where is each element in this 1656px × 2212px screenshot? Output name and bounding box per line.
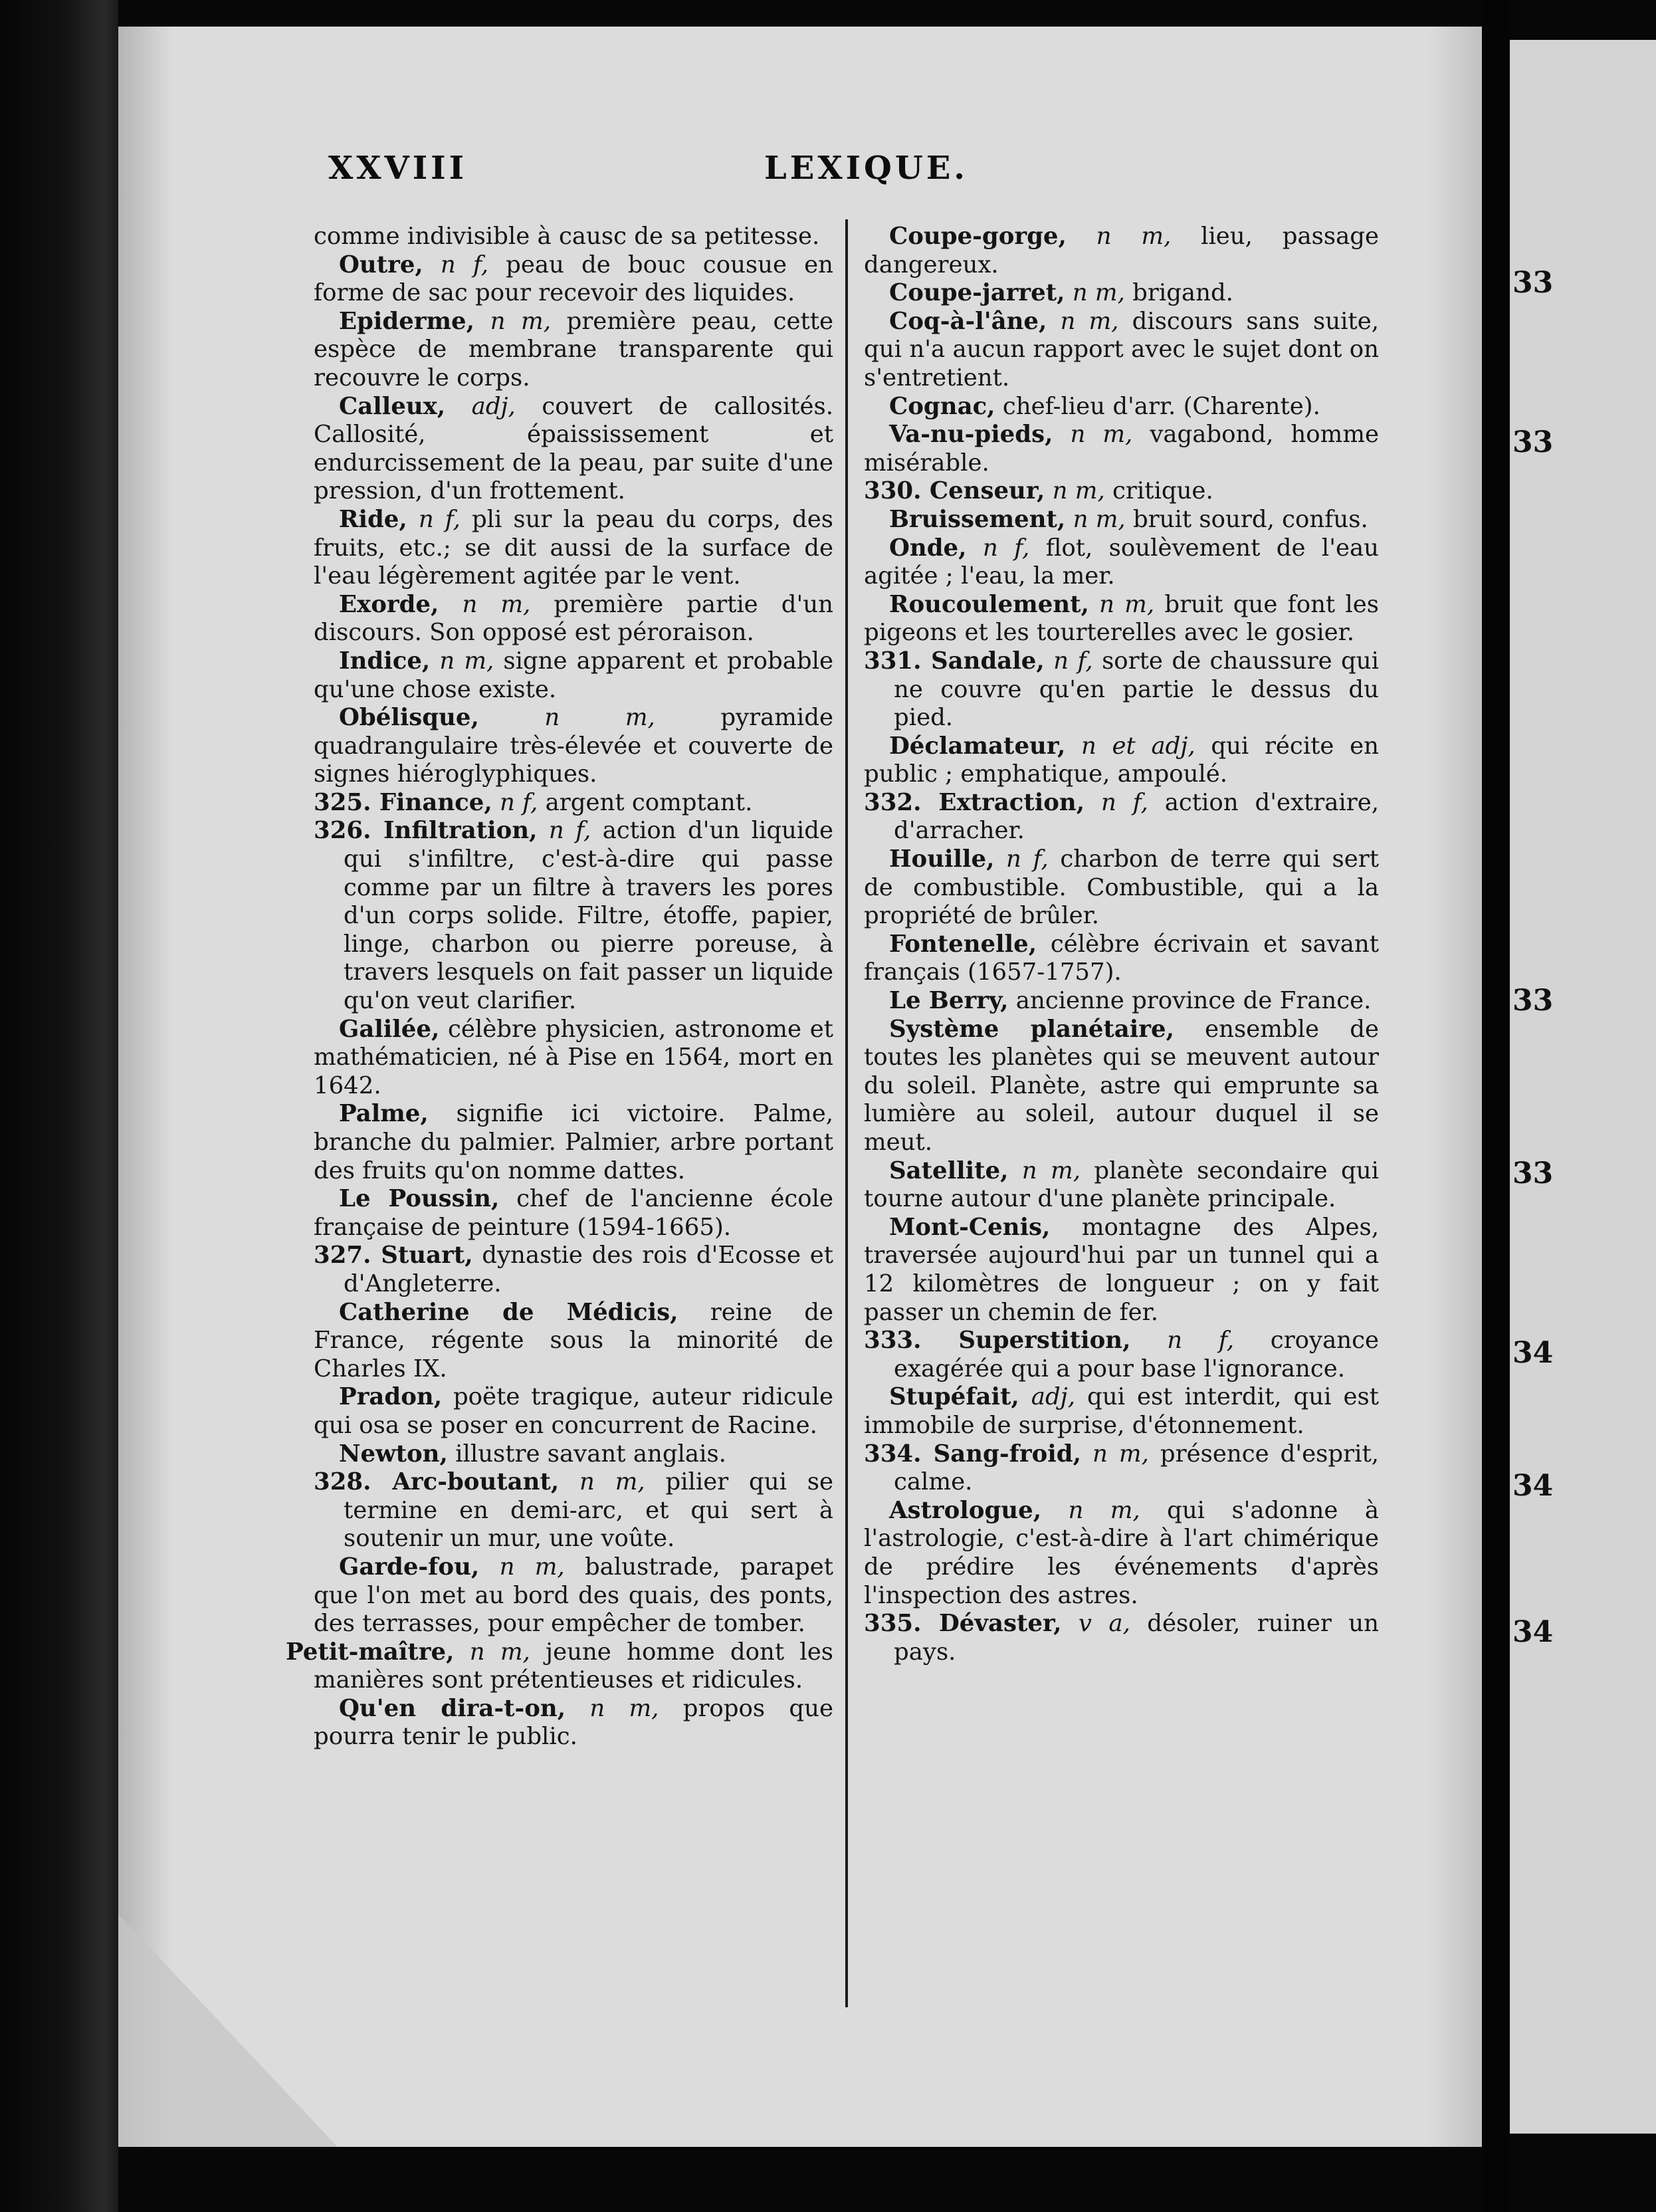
entry-term: Coq-à-l'âne, bbox=[889, 307, 1047, 335]
entry-definition: charbon de terre qui sert de combustible. Combustible, qui a la propriété de brûler. bbox=[864, 845, 1379, 930]
entry-definition: célèbre écrivain et savant français (1657-1757). bbox=[864, 930, 1379, 986]
lexicon-entry bbox=[314, 223, 833, 251]
lexicon-entry bbox=[314, 647, 833, 704]
adjacent-page-fragment: 33 bbox=[1512, 425, 1554, 459]
lexicon-column-left bbox=[286, 223, 834, 2031]
entry-definition: discours sans suite, qui n'a aucun rapport avec le sujet dont on s'entretient. bbox=[864, 307, 1379, 391]
lexicon-entry bbox=[314, 817, 833, 1015]
entry-term: Qu'en dira-t-on, bbox=[339, 1694, 566, 1722]
entry-number: 325. bbox=[314, 788, 379, 816]
lexicon-entry bbox=[864, 393, 1379, 421]
entry-term: Coupe-gorge, bbox=[889, 223, 1067, 250]
entry-definition: peau de bouc cousue en forme de sac pour recevoir des liquides. bbox=[314, 251, 834, 307]
entry-definition: propos que pourra tenir le public. bbox=[314, 1694, 833, 1751]
entry-term: Newton, bbox=[339, 1440, 448, 1468]
lexicon-entry bbox=[314, 1468, 833, 1553]
entry-definition: désoler, ruiner un pays. bbox=[894, 1610, 1380, 1666]
entry-term: Satellite, bbox=[889, 1157, 1009, 1184]
entry-number: 333. bbox=[864, 1327, 959, 1355]
entry-term: Astrologue, bbox=[889, 1496, 1042, 1524]
entry-grammar: n f, bbox=[994, 845, 1049, 873]
entry-definition: chef de l'ancienne école française de peinture (1594-1665). bbox=[314, 1185, 834, 1241]
entry-grammar: n m, bbox=[566, 1694, 659, 1722]
lexicon-entry bbox=[314, 251, 833, 308]
entry-definition: ancienne province de France. bbox=[1008, 987, 1372, 1015]
entry-term: Garde-fou, bbox=[339, 1553, 480, 1581]
entry-definition: poëte tragique, auteur ridicule qui osa se poser en concurrent de Racine. bbox=[314, 1383, 833, 1439]
entry-definition: signe apparent et probable qu'une chose existe. bbox=[314, 647, 833, 703]
lexicon-entry bbox=[864, 1383, 1379, 1440]
entry-term: Petit-maître, bbox=[286, 1638, 455, 1666]
entry-grammar: n m, bbox=[430, 647, 494, 675]
adjacent-page-fragment: 34 bbox=[1512, 1615, 1554, 1649]
entry-grammar: n f, bbox=[966, 534, 1030, 562]
entry-definition: qui est interdit, qui est immobile de surprise, d'étonnement. bbox=[864, 1383, 1379, 1439]
entry-definition: bruit sourd, confus. bbox=[1125, 505, 1368, 533]
entry-term: Stupéfait, bbox=[889, 1383, 1019, 1411]
entry-grammar: n f, bbox=[492, 788, 538, 816]
entry-grammar: n m, bbox=[474, 307, 552, 335]
entry-definition: illustre savant anglais. bbox=[447, 1440, 726, 1468]
entry-term: Ride, bbox=[339, 505, 407, 533]
lexicon-entry bbox=[864, 279, 1379, 308]
lexicon-entry bbox=[864, 647, 1379, 732]
entry-term: Dévaster, bbox=[939, 1610, 1062, 1638]
entry-term: Fontenelle, bbox=[889, 930, 1037, 958]
entry-definition: couvert de callosités. Callosité, épaississement et endurcissement de la peau, par suite d'une pression, d'un frottement. bbox=[314, 392, 834, 505]
lexicon-entry bbox=[864, 1214, 1379, 1327]
entry-term: Epiderme, bbox=[339, 307, 474, 335]
adjacent-page-fragment: 33 bbox=[1512, 984, 1554, 1018]
entry-grammar: adj, bbox=[445, 392, 516, 420]
entry-number: 334. bbox=[864, 1440, 934, 1468]
lexicon-entry bbox=[864, 506, 1379, 534]
adjacent-page-fragment: 33 bbox=[1512, 266, 1554, 300]
entry-term: Censeur, bbox=[929, 477, 1045, 505]
entry-term: Calleux, bbox=[339, 392, 446, 420]
lexicon-entry bbox=[864, 845, 1379, 931]
entry-grammar: adj, bbox=[1019, 1383, 1075, 1411]
entry-term: Galilée, bbox=[339, 1015, 440, 1043]
page-gutter bbox=[1482, 0, 1510, 2212]
page-corner-fold bbox=[118, 1914, 338, 2147]
entry-term: Le Berry, bbox=[889, 987, 1009, 1015]
lexicon-entry bbox=[314, 704, 833, 789]
entry-grammar: n m, bbox=[1047, 307, 1119, 335]
entry-definition: planète secondaire qui tourne autour d'une planète principale. bbox=[864, 1157, 1379, 1213]
entry-definition: pyramide quadrangulaire très-élevée et couverte de signes hiéroglyphiques. bbox=[314, 704, 833, 788]
lexicon-entry bbox=[314, 1185, 833, 1242]
entry-definition: première partie d'un discours. Son opposé est péroraison. bbox=[314, 590, 833, 647]
lexicon-entry bbox=[864, 308, 1379, 393]
book-spine bbox=[0, 0, 118, 2212]
lexicon-entry bbox=[314, 393, 833, 506]
entry-grammar: n m, bbox=[1088, 590, 1155, 618]
entry-grammar: n f, bbox=[423, 251, 489, 278]
entry-grammar: n f, bbox=[537, 817, 591, 845]
lexicon-entry bbox=[864, 1157, 1379, 1214]
entry-term: Pradon, bbox=[339, 1383, 443, 1411]
entry-term: Stuart, bbox=[381, 1242, 473, 1270]
entry-number: 328. bbox=[314, 1468, 393, 1496]
lexicon-entry bbox=[864, 477, 1379, 506]
entry-grammar: n m, bbox=[559, 1468, 645, 1496]
entry-grammar: n m, bbox=[439, 590, 531, 618]
lexicon-entry bbox=[864, 931, 1379, 987]
entry-definition: balustrade, parapet que l'on met au bord des quais, des ponts, des terrasses, pour empêcher de tomber. bbox=[314, 1553, 833, 1638]
entry-term: Palme, bbox=[339, 1100, 429, 1128]
entry-term: Onde, bbox=[889, 534, 967, 562]
entry-definition: montagne des Alpes, traversée aujourd'hui par un tunnel qui a 12 kilomètres de longueur ; on y fait passer un chemin de fer. bbox=[864, 1213, 1379, 1326]
adjacent-page-fragment: 33 bbox=[1512, 1157, 1554, 1190]
lexicon-entry bbox=[864, 591, 1379, 647]
entry-term: Infiltration, bbox=[383, 817, 538, 845]
column-divider bbox=[845, 219, 848, 2007]
entry-term: Sandale, bbox=[931, 647, 1045, 675]
entry-definition: jeune homme dont les manières sont prétentieuses et ridicules. bbox=[314, 1638, 833, 1694]
entry-grammar: n et adj, bbox=[1065, 732, 1195, 760]
entry-term: Finance, bbox=[379, 788, 492, 816]
entry-grammar: n m, bbox=[1081, 1440, 1149, 1468]
lexicon-entry bbox=[864, 789, 1379, 845]
lexicon-column-right bbox=[864, 223, 1379, 2031]
entry-grammar: n f, bbox=[1130, 1327, 1235, 1355]
entry-grammar: n f, bbox=[407, 505, 461, 533]
lexicon-entry bbox=[864, 1610, 1379, 1666]
entry-grammar: n m, bbox=[1065, 505, 1126, 533]
lexicon-entry bbox=[314, 1695, 833, 1751]
entry-definition: action d'un liquide qui s'infiltre, c'est-à-dire qui passe comme par un filtre à travers les pores d'un corps solide. Filtre, étoffe, papier, linge, charbon ou pierre poreuse, à travers lesquels on fait passer un liquide qu'on veut clarifier. bbox=[344, 817, 833, 1015]
page-number: XXVIII bbox=[328, 150, 468, 187]
lexicon-entry bbox=[314, 789, 833, 818]
lexicon-entry bbox=[864, 223, 1379, 279]
entry-grammar: n m, bbox=[1065, 279, 1125, 307]
entry-definition: pilier qui se termine en demi-arc, et qui sert à soutenir un mur, une voûte. bbox=[344, 1468, 833, 1553]
entry-definition: première peau, cette espèce de membrane transparente qui recouvre le corps. bbox=[314, 307, 833, 391]
entry-grammar: n m, bbox=[1041, 1496, 1140, 1524]
adjacent-page-fragment: 34 bbox=[1512, 1336, 1554, 1370]
entry-definition: célèbre physicien, astronome et mathématicien, né à Pise en 1564, mort en 1642. bbox=[314, 1015, 833, 1099]
lexicon-entry bbox=[864, 987, 1379, 1016]
entry-term: Va-nu-pieds, bbox=[889, 421, 1053, 449]
entry-number: 331. bbox=[864, 647, 931, 675]
lexicon-entry bbox=[864, 732, 1379, 789]
entry-term: Déclamateur, bbox=[889, 732, 1066, 760]
entry-definition: reine de France, régente sous la minorité de Charles IX. bbox=[314, 1298, 833, 1382]
lexicon-entry bbox=[314, 1553, 833, 1638]
entry-term: Coupe-jarret, bbox=[889, 279, 1065, 307]
entry-grammar: n m, bbox=[454, 1638, 530, 1666]
entry-term: Système planétaire, bbox=[889, 1015, 1174, 1043]
entry-grammar: n f, bbox=[1085, 788, 1148, 816]
entry-grammar: v a, bbox=[1061, 1610, 1130, 1638]
lexicon-entry bbox=[314, 1242, 833, 1298]
entry-term: Extraction, bbox=[938, 788, 1085, 816]
entry-definition: pli sur la peau du corps, des fruits, etc.; se dit aussi de la surface de l'eau légèrement agitée par le vent. bbox=[314, 505, 833, 590]
entry-grammar: n m, bbox=[1066, 223, 1172, 250]
lexicon-entry bbox=[314, 308, 833, 393]
entry-number: 327. bbox=[314, 1242, 381, 1270]
entry-definition: dynastie des rois d'Ecosse et d'Angleterre. bbox=[344, 1242, 833, 1297]
entry-definition: sorte de chaussure qui ne couvre qu'en partie le dessus du pied. bbox=[894, 647, 1380, 732]
entry-term: Arc-boutant, bbox=[392, 1468, 560, 1496]
entry-grammar: n m, bbox=[1053, 421, 1133, 449]
lexicon-entry bbox=[864, 1497, 1379, 1610]
lexicon-entry bbox=[314, 506, 833, 591]
entry-term: Outre, bbox=[339, 251, 423, 278]
lexicon-entry bbox=[314, 1440, 833, 1469]
lexicon-entry bbox=[864, 1016, 1379, 1157]
entry-definition: ensemble de toutes les planètes qui se meuvent autour du soleil. Planète, astre qui emprunte sa lumière au soleil, autour duquel il se meut. bbox=[864, 1015, 1379, 1156]
lexicon-entry bbox=[864, 421, 1379, 477]
entry-term: Roucoulement, bbox=[889, 590, 1089, 618]
lexicon-entry bbox=[864, 1440, 1379, 1497]
entry-definition: vagabond, homme misérable. bbox=[864, 421, 1379, 477]
entry-grammar: n m, bbox=[478, 704, 655, 732]
entry-term: Cognac, bbox=[889, 392, 995, 420]
entry-grammar: n f, bbox=[1044, 647, 1093, 675]
entry-term: Indice, bbox=[339, 647, 431, 675]
entry-definition: action d'extraire, d'arracher. bbox=[894, 788, 1379, 845]
lexicon-entry bbox=[286, 1638, 833, 1695]
entry-term: Exorde, bbox=[339, 590, 439, 618]
entry-term: Superstition, bbox=[958, 1327, 1131, 1355]
entry-definition: flot, soulèvement de l'eau agitée ; l'eau, la mer. bbox=[864, 534, 1380, 590]
entry-definition: brigand. bbox=[1124, 279, 1233, 307]
entry-number: 332. bbox=[864, 788, 939, 816]
entry-definition: qui récite en public ; emphatique, ampoulé. bbox=[864, 732, 1379, 788]
lexicon-entry bbox=[864, 1327, 1379, 1383]
page-title: LEXIQUE. bbox=[764, 150, 968, 187]
lexicon-entry bbox=[314, 1299, 833, 1384]
adjacent-page-fragment: 34 bbox=[1512, 1469, 1554, 1503]
entry-definition: présence d'esprit, calme. bbox=[894, 1440, 1379, 1496]
entry-definition: croyance exagérée qui a pour base l'ignorance. bbox=[894, 1327, 1380, 1382]
entry-grammar: n m, bbox=[479, 1553, 565, 1581]
entry-definition: comme indivisible à causc de sa petitesse. bbox=[314, 223, 820, 250]
entry-definition: critique. bbox=[1104, 477, 1213, 505]
entry-definition: signifie ici victoire. Palme, branche du palmier. Palmier, arbre portant des fruits qu'on nomme dattes. bbox=[314, 1100, 833, 1184]
entry-term: Obélisque, bbox=[339, 704, 479, 732]
entry-number: 335. bbox=[864, 1610, 939, 1638]
adjacent-page-edge bbox=[1510, 40, 1656, 2134]
entry-definition: bruit que font les pigeons et les tourterelles avec le gosier. bbox=[864, 590, 1379, 647]
entry-term: Sang-froid, bbox=[933, 1440, 1081, 1468]
entry-term: Mont-Cenis, bbox=[889, 1213, 1051, 1241]
entry-definition: qui s'adonne à l'astrologie, c'est-à-dire à l'art chimérique de prédire les événements d'après l'inspection des astres. bbox=[864, 1496, 1379, 1609]
lexicon-entry bbox=[314, 591, 833, 647]
lexicon-entry bbox=[314, 1100, 833, 1185]
entry-term: Houille, bbox=[889, 845, 995, 873]
entry-number: 326. bbox=[314, 817, 383, 845]
entry-grammar: n m, bbox=[1045, 477, 1105, 505]
entry-definition: argent comptant. bbox=[538, 788, 753, 816]
entry-term: Catherine de Médicis, bbox=[339, 1298, 678, 1326]
entry-number: 330. bbox=[864, 477, 930, 505]
lexicon-entry bbox=[864, 534, 1379, 591]
entry-definition: lieu, passage dangereux. bbox=[864, 223, 1379, 278]
entry-grammar: n m, bbox=[1008, 1157, 1081, 1184]
entry-definition: chef-lieu d'arr. (Charente). bbox=[995, 392, 1320, 420]
entry-term: Le Poussin, bbox=[339, 1185, 500, 1213]
lexicon-entry bbox=[314, 1016, 833, 1101]
lexicon-entry bbox=[314, 1383, 833, 1440]
entry-term: Bruissement, bbox=[889, 505, 1066, 533]
